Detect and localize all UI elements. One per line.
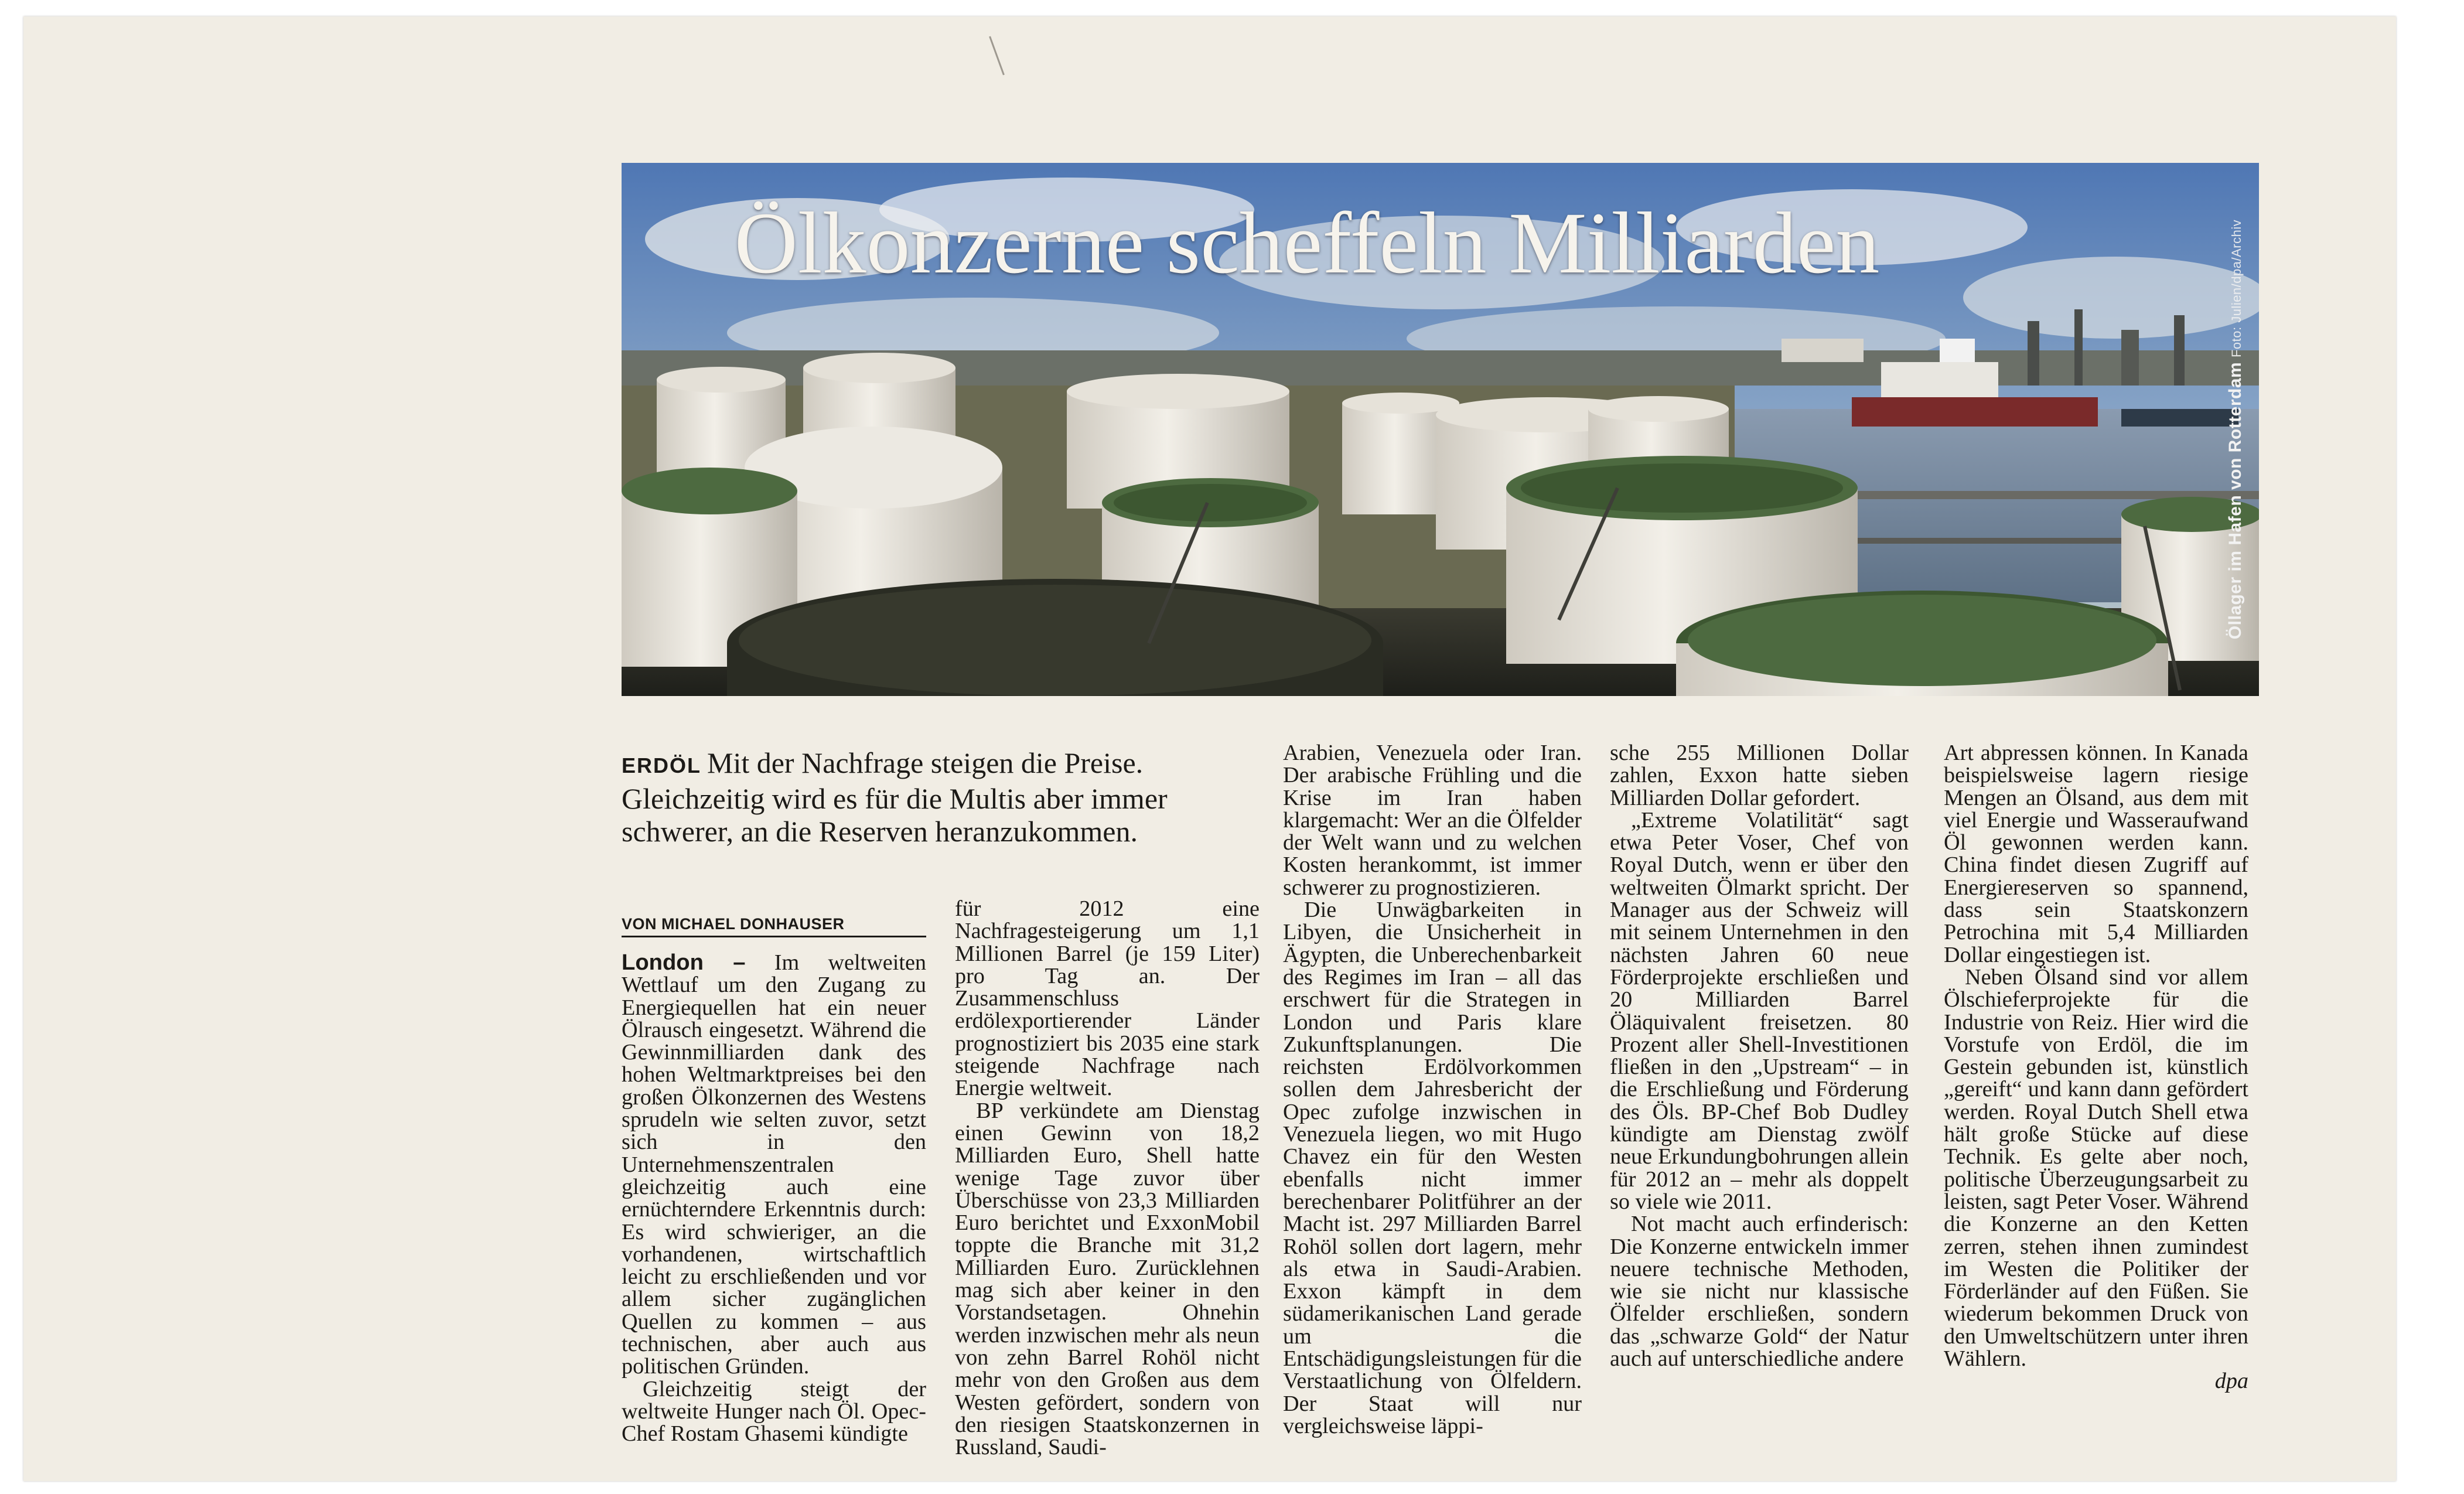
paragraph: Arabien, Venezuela oder Iran. Der arabische Frühling und die Krise im Iran haben klargemacht: Wer an die Ölfelder der Welt wann und zu welchen Kosten herankommt, ist immer schwerer zu prognostizieren. [1283, 741, 1582, 900]
photo-source: Foto: Julien/dpa/Archiv [2229, 219, 2244, 358]
article-column-1 [622, 951, 926, 1461]
kicker: ERDÖL [622, 753, 701, 777]
paragraph: Die Unwägbarkeiten in Libyen, die Unsicherheit in Ägypten, die Unberechenbarkeit des Regimes im Iran – all das erschwert für die Strategen in London und Paris klare Zukunftsplanungen. Die reichsten Erdölvorkommen sollen dem Jahresbericht der Opec zufolge inzwischen in Venezuela liegen, wo mit Hugo Chavez ein für den Westen ebenfalls nicht immer berechenbarer Politführer an der Macht ist. 297 Milliarden Barrel Rohöl sollen dort lagern, mehr als etwa in Saudi-Arabien. Exxon kämpft in dem südamerikanischen Land gerade um die Entschädigungsleistungen für die Verstaatlichung von Ölfeldern. Der Staat will nur vergleichsweise läppi- [1283, 898, 1582, 1438]
paragraph: Neben Ölsand sind vor allem Ölschieferprojekte für die Industrie von Reiz. Hier wird die Vorstufe von Erdöl, die im Gestein gebunden ist, künstlich „gereift“ und kann dann gefördert werden. Royal Dutch Shell etwa hält große Stücke auf diese Technik. Es gelte aber noch, politische Überzeugungsarbeit zu leisten, sagt Peter Voser. Während die Konzerne an den Ketten zerren, stehen ihnen zumindest im Westen die Politiker der Förderländer auf den Füßen. Sie wiederum bekommen Druck von den Umweltschützern unter ihren Wählern. [1944, 964, 2248, 1372]
article-column-3 [1283, 742, 1582, 1451]
paragraph: BP verkündete am Dienstag einen Gewinn von 18,2 Milliarden Euro, Shell hatte wenige Tage zuvor über Überschüsse von 23,3 Milliarden Euro berichtet und ExxonMobil toppte die Branche mit 31,2 Milliarden Euro. Zurücklehnen mag sich aber keiner in den Vorstandsetagen. Ohnehin werden inzwischen mehr als neun von zehn Barrel Rohöl nicht mehr von den Großen aus dem Westen gefördert, sondern von den riesigen Staatskonzernen in Russland, Saudi- [955, 1098, 1260, 1460]
article-photo [622, 163, 2259, 696]
author-byline: VON MICHAEL DONHAUSER [622, 915, 926, 937]
paragraph: „Extreme Volatilität“ sagt etwa Peter Voser, Chef von Royal Dutch, wenn er über den weltweiten Ölmarkt spricht. Der Manager aus der Schweiz will mit seinem Unternehmen in den nächsten Jahren 60 neue Förderprojekte erschließen und 20 Milliarden Barrel Öläquivalent freisetzen. 80 Prozent aller Shell-Investitionen fließen in den „Upstream“ – in die Erschließung und Förderung des Öls. BP-Chef Bob Dudley kündigte am Dienstag zwölf neue Erkundungbohrungen allein für 2012 an – mehr als doppelt so viele wie 2011. [1610, 807, 1909, 1214]
photo-credit [2226, 220, 2245, 639]
paragraph: für 2012 eine Nachfragesteigerung um 1,1 Millionen Barrel (je 159 Liter) pro Tag an. Der Zusammenschluss erdölexportierender Länder prognostiziert bis 2035 eine stark steigende Nachfrage nach Energie weltweit. [955, 896, 1260, 1101]
dateline: London – [622, 950, 746, 975]
paragraph: Not macht auch erfinderisch: Die Konzerne entwickeln immer neuere technische Methoden, wie sie nicht nur klassische Ölfelder erschließen, sondern das „schwarze Gold“ der Natur auch auf unterschiedliche andere [1610, 1212, 1909, 1372]
article-column-4 [1610, 742, 1909, 1451]
article-column-2 [955, 896, 1260, 1460]
paragraph: Art abpressen können. In Kanada beispielsweise lagern riesige Mengen an Ölsand, aus dem mit viel Energie und Wasseraufwand Öl gewonnen werden kann. China findet diesen Zugriff auf Energiereserven so spannend, dass sein Staatskonzern Petrochina mit 5,4 Milliarden Dollar eingestiegen ist. [1944, 741, 2248, 967]
paragraph: sche 255 Millionen Dollar zahlen, Exxon hatte sieben Milliarden Dollar gefordert. [1610, 741, 1909, 810]
photo-caption: Öllager im Hafen von Rotterdam [2226, 361, 2245, 640]
paragraph: Im weltweiten Wettlauf um den Zugang zu Energiequellen hat ein neuer Ölrausch eingesetzt. Während die Gewinnmilliarden dank des hohen Weltmarktpreises bei den großen Ölkonzernen des Westens sprudeln wie selten zuvor, setzt sich in den Unternehmenszentralen gleichzeitig auch eine ernüchterndere Erkenntnis durch: Es wird schwieriger, an die vorhandenen, wirtschaftlich leicht zu erschließenden und vor allem sicher zugänglichen Quellen zu kommen – aus technischen, aber auch aus politischen Gründen. [622, 950, 926, 1379]
agency-credit: dpa [2214, 1369, 2248, 1394]
headline: Ölkonzerne scheffeln Milliarden [734, 195, 1880, 292]
paragraph: Gleichzeitig steigt der weltweite Hunger nach Öl. Opec-Chef Rostam Ghasemi kündigte [622, 1376, 926, 1447]
lead-paragraph [622, 746, 1231, 848]
lead-text: Mit der Nachfrage steigen die Preise. Gleichzeitig wird es für die Multis aber immer schwerer, an die Reserven heranzukommen. [622, 746, 1168, 848]
article-column-5 [1944, 742, 2248, 1451]
